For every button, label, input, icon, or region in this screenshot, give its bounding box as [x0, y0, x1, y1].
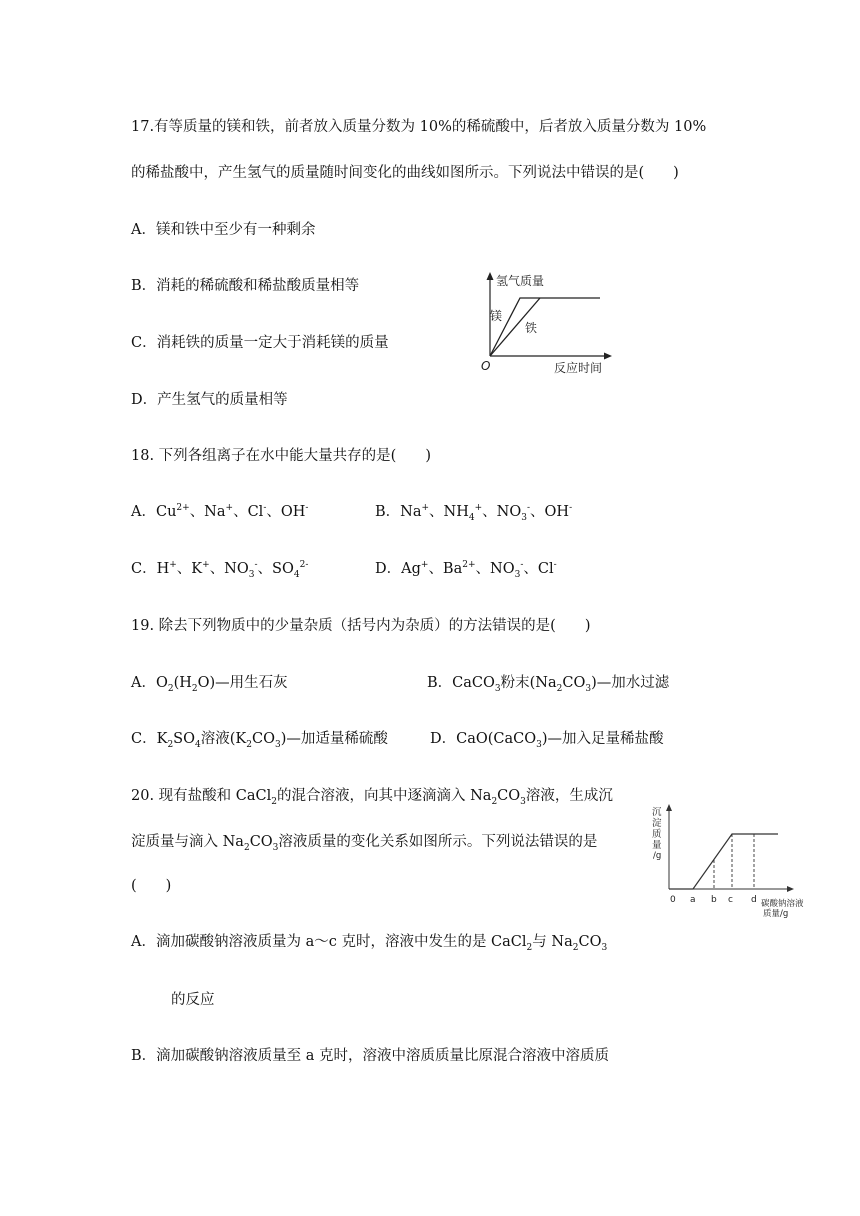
fe-label: 铁 [525, 321, 538, 335]
precipitate-line [669, 834, 778, 889]
q19-stem: 19. 除去下列物质中的少量杂质（括号内为杂质）的方法错误的是( ) [131, 618, 591, 634]
q18-option-b: B．Na+、$NH_4^+$、$NO_3^-$、OH- [375, 503, 573, 523]
y-label-4: 量 [652, 840, 662, 851]
y-axis-label: 氢气质量 [496, 274, 545, 288]
x-axis-arrow [604, 353, 612, 360]
x-axis-label: 反应时间 [554, 361, 603, 375]
q19-option-a: A．$O_2(H_2O)—$用生石灰 [131, 675, 288, 694]
q18-stem: 18. 下列各组离子在水中能大量共存的是( ) [131, 448, 431, 464]
q18-option-c: C．H+、K+、$NO_3^-$、$SO_4^{2-}$ [131, 560, 309, 580]
tick-0: 0 [670, 895, 676, 905]
q17-figure [476, 268, 616, 378]
mg-label: 镁 [490, 309, 503, 323]
y-label-2: 淀 [652, 818, 662, 829]
origin-label: O [481, 359, 491, 373]
q19-option-c: C．$K_2SO_4$溶液$(K_2CO_3)—$加适量稀硫酸 [131, 731, 388, 750]
q20-stem-line3: ( ) [131, 878, 172, 894]
tick-b: b [711, 895, 717, 905]
q17-option-c: C．消耗铁的质量一定大于消耗镁的质量 [131, 335, 389, 351]
x-axis-arrow [787, 886, 794, 892]
q20-option-a-continued: 的反应 [171, 992, 215, 1008]
q17-option-d: D．产生氢气的质量相等 [131, 392, 288, 408]
q20-stem-line2: 淀质量与滴入 $Na_2CO_3$溶液质量的变化关系如图所示。下列说法错误的是 [131, 834, 598, 853]
q17-option-b: B．消耗的稀硫酸和稀盐酸质量相等 [131, 278, 360, 294]
q20-figure [650, 798, 820, 918]
x-label-1: 碳酸钠溶液 [761, 899, 804, 909]
q17-option-a: A．镁和铁中至少有一种剩余 [131, 222, 316, 238]
y-axis-arrow [487, 272, 494, 280]
q19-option-d: D．CaO(CaCO$_3$)—加入足量稀盐酸 [430, 731, 664, 750]
q19-option-b: B．CaCO$_3$粉末$(Na_2CO_3)—$加水过滤 [427, 675, 670, 694]
q20-stem-line1: 20. 现有盐酸和 CaCl$_2$的混合溶液，向其中逐滴滴入 $Na_2CO_3$溶液，生成沉 [131, 788, 613, 807]
q18-option-a: A．$Cu^{2+}$、Na+、Cl-、OH- [131, 503, 309, 520]
q20-option-b: B．滴加碳酸钠溶液质量至 a 克时，溶液中溶质质量比原混合溶液中溶质质 [131, 1048, 610, 1064]
q20-option-a: A．滴加碳酸钠溶液质量为 a～c 克时，溶液中发生的是 CaCl$_2$与 $Na_2CO_3$ [131, 934, 608, 953]
q17-stem-line1: 17.有等质量的镁和铁，前者放入质量分数为 10%的稀硫酸中，后者放入质量分数为 10% [131, 119, 707, 135]
y-axis-arrow [666, 804, 672, 811]
y-label-3: 质 [652, 829, 662, 840]
q17-stem-line2: 的稀盐酸中，产生氢气的质量随时间变化的曲线如图所示。下列说法中错误的是( ) [131, 165, 679, 181]
mg-line [490, 298, 600, 356]
x-label-2: 质量/g [763, 909, 789, 918]
tick-d: d [751, 895, 757, 905]
y-label-1: 沉 [652, 807, 662, 818]
q18-option-d: D．Ag+、$Ba^{2+}$、$NO_3^-$、Cl- [375, 560, 557, 580]
tick-a: a [690, 895, 696, 905]
y-label-5: /g [653, 851, 662, 861]
tick-c: c [728, 895, 733, 905]
